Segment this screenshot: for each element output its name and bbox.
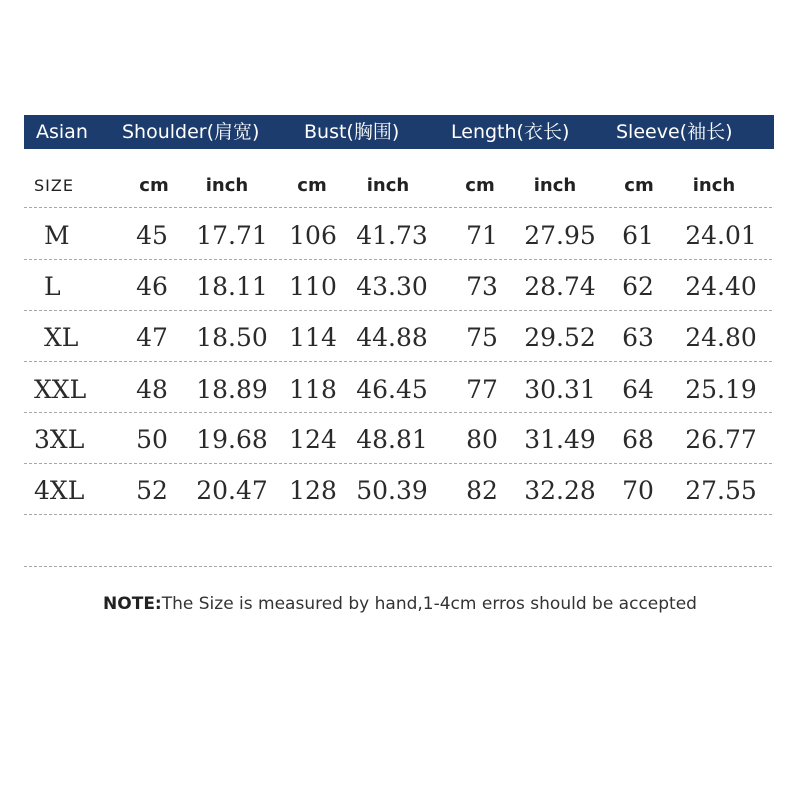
- cell-sleeve-cm: 64: [622, 375, 654, 404]
- row-divider: [24, 463, 772, 464]
- cell-sleeve-cm: 70: [622, 476, 654, 505]
- cell-size: 4XL: [34, 476, 85, 505]
- cell-sleeve-cm: 63: [622, 323, 654, 352]
- cell-length-cm: 80: [466, 425, 498, 454]
- cell-length-cm: 75: [466, 323, 498, 352]
- cell-bust-inch: 50.39: [356, 476, 428, 505]
- units-row: [24, 170, 774, 202]
- cell-bust-cm: 118: [289, 375, 337, 404]
- unit-length-cm: cm: [465, 175, 495, 196]
- cell-shoulder-cm: 48: [136, 375, 168, 404]
- cell-size: XL: [44, 323, 79, 352]
- cell-sleeve-inch: 25.19: [685, 375, 757, 404]
- table-row: [24, 267, 774, 307]
- measurement-note: [0, 594, 800, 614]
- cell-sleeve-inch: 24.01: [685, 221, 757, 250]
- cell-bust-cm: 106: [289, 221, 337, 250]
- cell-sleeve-cm: 62: [622, 272, 654, 301]
- cell-length-inch: 27.95: [524, 221, 596, 250]
- note-text: The Size is measured by hand,1-4cm erros should be accepted: [161, 594, 697, 614]
- cell-sleeve-inch: 27.55: [685, 476, 757, 505]
- cell-shoulder-inch: 18.50: [196, 323, 268, 352]
- cell-shoulder-inch: 20.47: [196, 476, 268, 505]
- header-asian: Asian: [36, 121, 88, 143]
- unit-size: SIZE: [34, 176, 74, 195]
- cell-bust-cm: 110: [289, 272, 337, 301]
- cell-length-cm: 82: [466, 476, 498, 505]
- cell-length-cm: 71: [466, 221, 498, 250]
- unit-bust-inch: inch: [366, 175, 410, 196]
- cell-shoulder-cm: 47: [136, 323, 168, 352]
- cell-bust-inch: 41.73: [356, 221, 428, 250]
- cell-shoulder-inch: 18.11: [196, 272, 268, 301]
- header-sleeve: Sleeve(袖长): [616, 121, 733, 143]
- header-length: Length(衣长): [451, 121, 570, 143]
- cell-length-cm: 73: [466, 272, 498, 301]
- unit-bust-cm: cm: [297, 175, 327, 196]
- note-label: NOTE:: [103, 594, 162, 614]
- cell-shoulder-cm: 45: [136, 221, 168, 250]
- row-divider: [24, 412, 772, 413]
- cell-bust-cm: 128: [289, 476, 337, 505]
- cell-shoulder-cm: 52: [136, 476, 168, 505]
- table-row: [24, 216, 774, 256]
- table-row: [24, 370, 774, 410]
- row-divider: [24, 514, 772, 515]
- cell-shoulder-cm: 50: [136, 425, 168, 454]
- unit-shoulder-cm: cm: [139, 175, 169, 196]
- cell-bust-inch: 43.30: [356, 272, 428, 301]
- cell-length-inch: 30.31: [524, 375, 596, 404]
- row-divider: [24, 566, 772, 567]
- row-divider: [24, 310, 772, 311]
- table-row: [24, 318, 774, 358]
- row-divider: [24, 207, 772, 208]
- unit-length-inch: inch: [533, 175, 577, 196]
- cell-bust-cm: 124: [289, 425, 337, 454]
- cell-size: XXL: [34, 375, 87, 404]
- cell-sleeve-inch: 24.80: [685, 323, 757, 352]
- size-table-header: [24, 115, 774, 149]
- cell-bust-inch: 46.45: [356, 375, 428, 404]
- cell-length-inch: 32.28: [524, 476, 596, 505]
- cell-shoulder-inch: 17.71: [196, 221, 268, 250]
- cell-shoulder-inch: 19.68: [196, 425, 268, 454]
- unit-shoulder-inch: inch: [205, 175, 249, 196]
- unit-sleeve-inch: inch: [692, 175, 736, 196]
- cell-length-inch: 31.49: [524, 425, 596, 454]
- header-bust: Bust(胸围): [304, 121, 400, 143]
- cell-length-cm: 77: [466, 375, 498, 404]
- cell-length-inch: 28.74: [524, 272, 596, 301]
- cell-sleeve-inch: 24.40: [685, 272, 757, 301]
- table-row: [24, 420, 774, 460]
- unit-sleeve-cm: cm: [624, 175, 654, 196]
- cell-sleeve-cm: 61: [622, 221, 654, 250]
- cell-sleeve-cm: 68: [622, 425, 654, 454]
- cell-size: 3XL: [34, 425, 85, 454]
- header-shoulder: Shoulder(肩宽): [122, 121, 260, 143]
- cell-bust-cm: 114: [289, 323, 337, 352]
- row-divider: [24, 259, 772, 260]
- cell-sleeve-inch: 26.77: [685, 425, 757, 454]
- cell-length-inch: 29.52: [524, 323, 596, 352]
- cell-size: M: [44, 221, 70, 250]
- row-divider: [24, 361, 772, 362]
- cell-size: L: [44, 272, 61, 301]
- cell-shoulder-inch: 18.89: [196, 375, 268, 404]
- table-row: [24, 471, 774, 511]
- cell-shoulder-cm: 46: [136, 272, 168, 301]
- cell-bust-inch: 44.88: [356, 323, 428, 352]
- cell-bust-inch: 48.81: [356, 425, 428, 454]
